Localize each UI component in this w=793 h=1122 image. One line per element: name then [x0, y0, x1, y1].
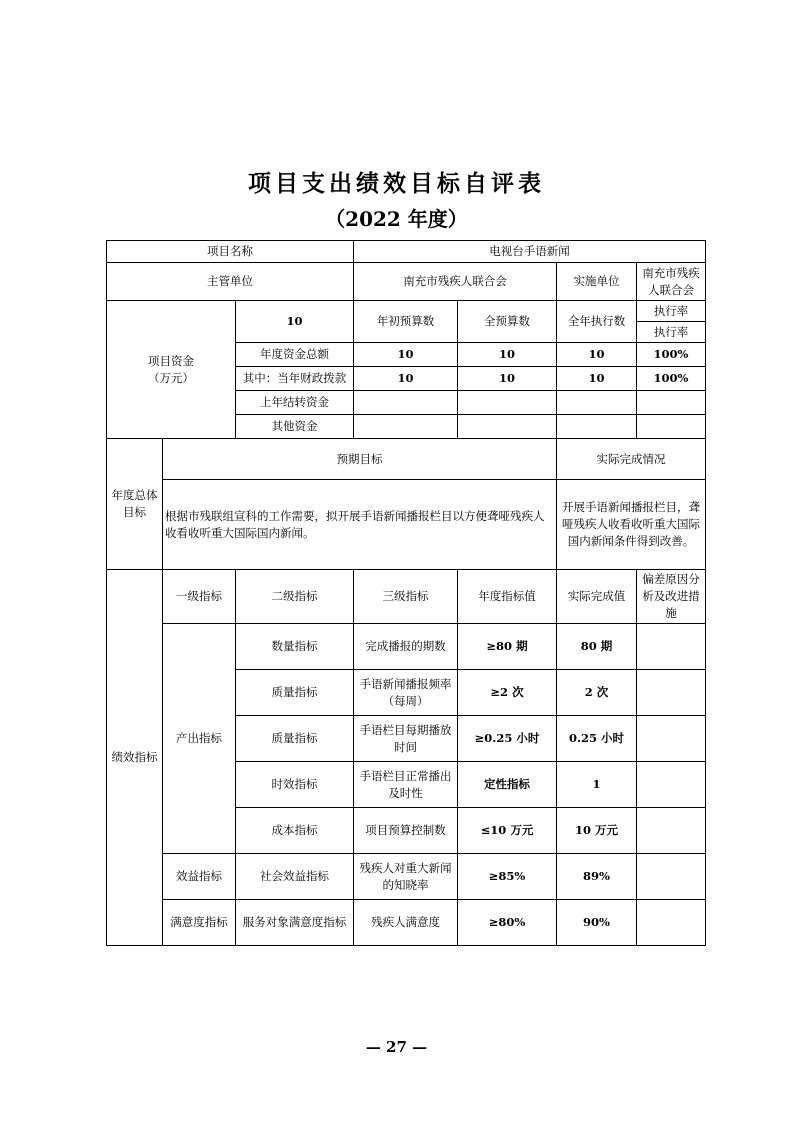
project-name-row — [107, 241, 706, 263]
indicator-deviation — [637, 762, 706, 808]
page-subtitle: （2022 年度） — [325, 207, 468, 231]
funds-row-initial — [354, 391, 458, 415]
indicator-level2: 质量指标 — [236, 716, 354, 762]
indicator-deviation — [637, 624, 706, 670]
funds-row-rate: 100% — [637, 367, 706, 391]
funds-header-row-1 — [107, 301, 706, 322]
benefit-indicator-label: 效益指标 — [163, 854, 236, 900]
indicator-actual: 89% — [557, 854, 637, 900]
indicator-level3: 残疾人对重大新闻的知晓率 — [354, 854, 458, 900]
indicator-deviation — [637, 900, 706, 946]
page-title: 项目支出绩效目标自评表 — [248, 170, 545, 197]
funds-header-executed: 全年执行数 — [557, 301, 637, 343]
funds-row-initial: 10 — [354, 367, 458, 391]
impl-unit-value: 南充市残疾人联合会 — [637, 263, 706, 301]
funds-row-label: 上年结转资金 — [236, 391, 354, 415]
indicator-target: ≥0.25 小时 — [458, 716, 557, 762]
funds-header-full: 全预算数 — [458, 301, 557, 343]
indicator-deviation — [637, 854, 706, 900]
annual-goal-content-row — [107, 480, 706, 570]
indicator-actual: 10 万元 — [557, 808, 637, 854]
indicator-row — [107, 624, 706, 670]
level2-header: 二级指标 — [236, 570, 354, 624]
actual-header: 实际完成值 — [557, 570, 637, 624]
funds-row-executed — [557, 391, 637, 415]
indicator-level2: 服务对象满意度指标 — [236, 900, 354, 946]
project-name-value: 电视台手语新闻 — [354, 241, 706, 263]
dept-label: 主管单位 — [107, 263, 354, 301]
indicator-actual: 90% — [557, 900, 637, 946]
expected-goal-header: 预期目标 — [163, 439, 557, 480]
indicator-level2: 质量指标 — [236, 670, 354, 716]
funds-row-rate: 100% — [637, 343, 706, 367]
indicator-deviation — [637, 808, 706, 854]
level1-header: 一级指标 — [163, 570, 236, 624]
evaluation-table — [106, 240, 706, 946]
dept-value: 南充市残疾人联合会 — [354, 263, 557, 301]
indicator-target: 定性指标 — [458, 762, 557, 808]
indicator-level3: 手语新闻播报频率（每周） — [354, 670, 458, 716]
indicator-actual: 1 — [557, 762, 637, 808]
funds-row-full: 10 — [458, 367, 557, 391]
indicator-target: ≥85% — [458, 854, 557, 900]
funds-row-executed — [557, 415, 637, 439]
deviation-header: 偏差原因分析及改进措施 — [637, 570, 706, 624]
dept-row — [107, 263, 706, 301]
annual-goal-label: 年度总体 目标 — [107, 439, 163, 570]
indicator-target: ≥2 次 — [458, 670, 557, 716]
funds-row-label: 年度资金总额 — [236, 343, 354, 367]
satisfaction-indicator-row — [107, 900, 706, 946]
funds-row-full — [458, 391, 557, 415]
satisfaction-indicator-label: 满意度指标 — [163, 900, 236, 946]
funds-header-initial: 年初预算数 — [354, 301, 458, 343]
funds-row-initial — [354, 415, 458, 439]
funds-row-label: 其中：当年财政拨款 — [236, 367, 354, 391]
performance-header-row — [107, 570, 706, 624]
funds-section-label: 项目资金 （万元） — [107, 301, 236, 439]
indicator-level2: 社会效益指标 — [236, 854, 354, 900]
level3-header: 三级指标 — [354, 570, 458, 624]
indicator-target: ≤10 万元 — [458, 808, 557, 854]
benefit-indicator-row — [107, 854, 706, 900]
page-number: — 27 — — [365, 1038, 428, 1056]
indicator-level3: 手语栏目每期播放时间 — [354, 716, 458, 762]
impl-unit-label: 实施单位 — [557, 263, 637, 301]
project-name-label: 项目名称 — [107, 241, 354, 263]
funds-row-full: 10 — [458, 343, 557, 367]
actual-status-text: 开展手语新闻播报栏目，聋哑残疾人收看收听重大国际国内新闻条件得到改善。 — [557, 480, 706, 570]
expected-goal-text: 根据市残联组宣科的工作需要，拟开展手语新闻播报栏目以方便聋哑残疾人收看收听重大国际国内新闻。 — [163, 480, 557, 570]
indicator-level3: 项目预算控制数 — [354, 808, 458, 854]
actual-status-header: 实际完成情况 — [557, 439, 706, 480]
funds-row-executed: 10 — [557, 343, 637, 367]
funds-header-rate-2: 执行率 — [637, 322, 706, 343]
funds-header-rate-1: 执行率 — [637, 301, 706, 322]
annual-goal-header-row — [107, 439, 706, 480]
funds-row-initial: 10 — [354, 343, 458, 367]
indicator-level2: 数量指标 — [236, 624, 354, 670]
output-indicator-label: 产出指标 — [163, 624, 236, 854]
indicator-deviation — [637, 670, 706, 716]
indicator-level2: 成本指标 — [236, 808, 354, 854]
performance-section-label: 绩效指标 — [107, 570, 163, 946]
funds-row-executed: 10 — [557, 367, 637, 391]
indicator-level3: 残疾人满意度 — [354, 900, 458, 946]
indicator-level2: 时效指标 — [236, 762, 354, 808]
indicator-level3: 手语栏目正常播出及时性 — [354, 762, 458, 808]
funds-header-first: 10 — [236, 301, 354, 343]
indicator-actual: 80 期 — [557, 624, 637, 670]
funds-row-rate — [637, 415, 706, 439]
funds-row-label: 其他资金 — [236, 415, 354, 439]
indicator-actual: 0.25 小时 — [557, 716, 637, 762]
funds-row-rate — [637, 391, 706, 415]
indicator-target: ≥80% — [458, 900, 557, 946]
indicator-level3: 完成播报的期数 — [354, 624, 458, 670]
indicator-target: ≥80 期 — [458, 624, 557, 670]
indicator-deviation — [637, 716, 706, 762]
indicator-actual: 2 次 — [557, 670, 637, 716]
funds-row-full — [458, 415, 557, 439]
target-header: 年度指标值 — [458, 570, 557, 624]
